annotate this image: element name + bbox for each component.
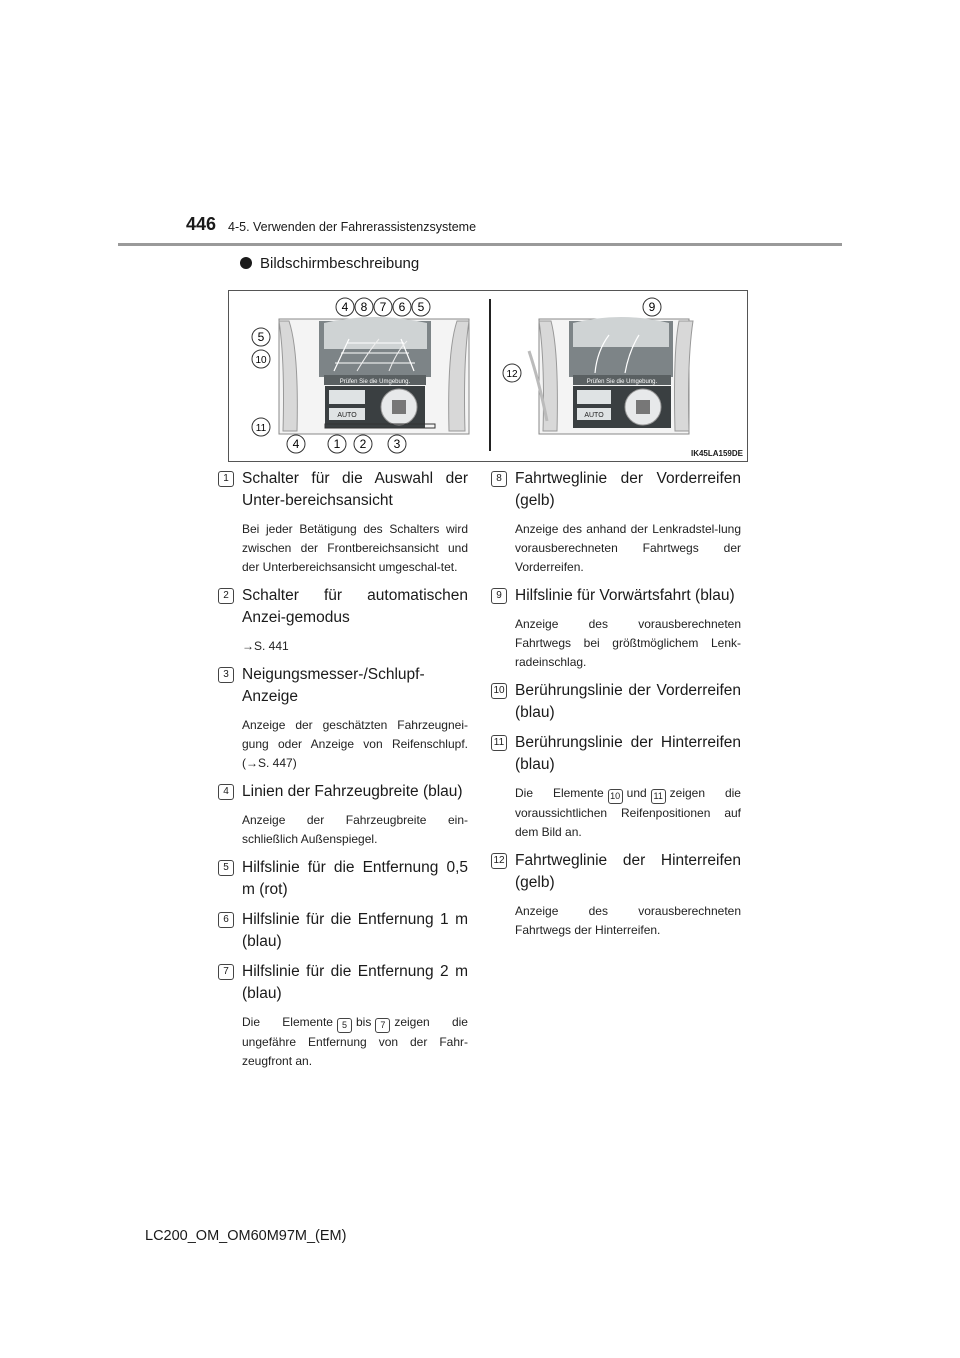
header-rule [118,243,842,246]
list-item [218,781,468,849]
item-title: Schalter für die Auswahl der Unter-bereichsansicht [242,470,468,509]
page-number: 446 [186,214,217,234]
left-screen [252,298,469,453]
inline-number-badge: 5 [337,1018,352,1033]
item-number-badge: 8 [491,471,507,487]
item-description: Bei jeder Betätigung des Schalters wird zwischen der Frontbereichsansicht und der Unterbereichsansicht umgeschal-tet. [242,522,468,574]
left-subview-switch [329,390,365,404]
item-number-badge: 9 [491,588,507,604]
left-message-text: Prüfen Sie die Umgebung. [339,379,411,385]
bullet-dot-icon [240,257,252,269]
bullet-heading: Bildschirmbeschreibung [240,255,419,272]
callout-label: 6 [398,300,406,314]
list-item [218,664,468,773]
item-note: Die Elemente 5 bis 7 zeigen die ungefähre Entfernung von der Fahr-zeugfront an. [242,1015,468,1068]
list-item [491,680,741,724]
right-column [491,468,741,948]
callout-label: 9 [648,300,656,314]
list-item [218,857,468,901]
item-number-badge: 12 [491,853,507,869]
right-sky [573,317,669,347]
item-description: Anzeige der Fahrzeugbreite ein-schließlich Außenspiegel. [242,813,468,846]
callout-label: 12 [506,369,518,380]
section-title: 4-5. Verwenden der Fahrerassistenzsysteme [228,220,477,234]
callout-label: 4 [292,437,300,451]
item-number-badge: 3 [218,667,234,683]
item-title: Neigungsmesser-/Schlupf-Anzeige [242,666,425,705]
item-title: Hilfslinie für die Entfernung 1 m (blau) [242,911,468,950]
left-column [218,468,468,1079]
left-sky [324,317,427,349]
item-number-badge: 7 [218,964,234,980]
callout-label: 10 [255,355,267,366]
item-number-badge: 4 [218,784,234,800]
callout-label: 8 [360,300,368,314]
item-number-badge: 1 [218,471,234,487]
item-number-badge: 6 [218,912,234,928]
item-description: Anzeige des anhand der Lenkradstel-lung vorausberechneten Fahrtwegs der Vorderreifen. [515,522,741,574]
item-page-reference: →S. 441 [242,639,289,653]
item-title: Hilfslinie für die Entfernung 0,5 m (rot) [242,859,468,898]
list-item [491,732,741,842]
list-item [491,850,741,940]
list-item [218,585,468,656]
item-title: Berührungslinie der Hinterreifen (blau) [515,734,741,773]
right-side-view-right [675,321,694,431]
item-title: Fahrtweglinie der Hinterreifen (gelb) [515,852,741,891]
right-message-text: Prüfen Sie die Umgebung. [586,379,658,385]
inline-number-badge: 7 [375,1018,390,1033]
list-item [218,909,468,953]
figure-divider [489,299,491,451]
item-title: Schalter für automatischen Anzei-gemodus [242,587,468,626]
item-number-badge: 2 [218,588,234,604]
callout-label: 1 [333,437,341,451]
item-title: Linien der Fahrzeugbreite (blau) [242,783,463,800]
list-item [218,961,468,1071]
callout-label: 3 [393,437,401,451]
inline-number-badge: 10 [608,789,623,804]
left-auto-label: AUTO [337,412,357,419]
callout-label: 5 [417,300,425,314]
inline-number-badge: 11 [651,789,666,804]
list-item [491,585,741,672]
right-subview-switch [577,390,611,404]
callout-label: 5 [257,330,265,344]
item-description: Anzeige des vorausberechneten Fahrtwegs der Hinterreifen. [515,904,741,937]
right-screen [503,298,693,434]
right-inclinometer-car [636,400,650,414]
left-inclinometer-car [392,400,406,414]
item-number-badge: 10 [491,683,507,699]
item-title: Berührungslinie der Vorderreifen (blau) [515,682,741,721]
footer-doc-code: LC200_OM_OM60M97M_(EM) [145,1228,347,1244]
callout-label: 7 [379,300,387,314]
right-auto-label: AUTO [584,412,604,419]
item-title: Hilfslinie für die Entfernung 2 m (blau) [242,963,468,1002]
item-title: Hilfslinie für Vorwärtsfahrt (blau) [515,587,735,604]
callout-label: 4 [341,300,349,314]
screen-illustration-svg [229,291,747,461]
callout-label: 11 [255,423,267,434]
list-item [491,468,741,577]
list-item [218,468,468,577]
screen-illustration [228,290,748,462]
item-number-badge: 5 [218,860,234,876]
figure-code: IK45LA159DE [690,449,743,458]
item-description: Anzeige der geschätzten Fahrzeugnei-gung oder Anzeige von Reifenschlupf. (→S. 447) [242,718,468,770]
item-number-badge: 11 [491,735,507,751]
callout-label: 2 [359,437,367,451]
item-note: Die Elemente 10 und 11 zeigen die voraussichtlichen Reifenpositionen auf dem Bild an. [515,786,741,839]
item-description: Anzeige des vorausberechneten Fahrtwegs bei größtmöglichem Lenk-radeinschlag. [515,617,741,669]
item-title: Fahrtweglinie der Vorderreifen (gelb) [515,470,741,509]
